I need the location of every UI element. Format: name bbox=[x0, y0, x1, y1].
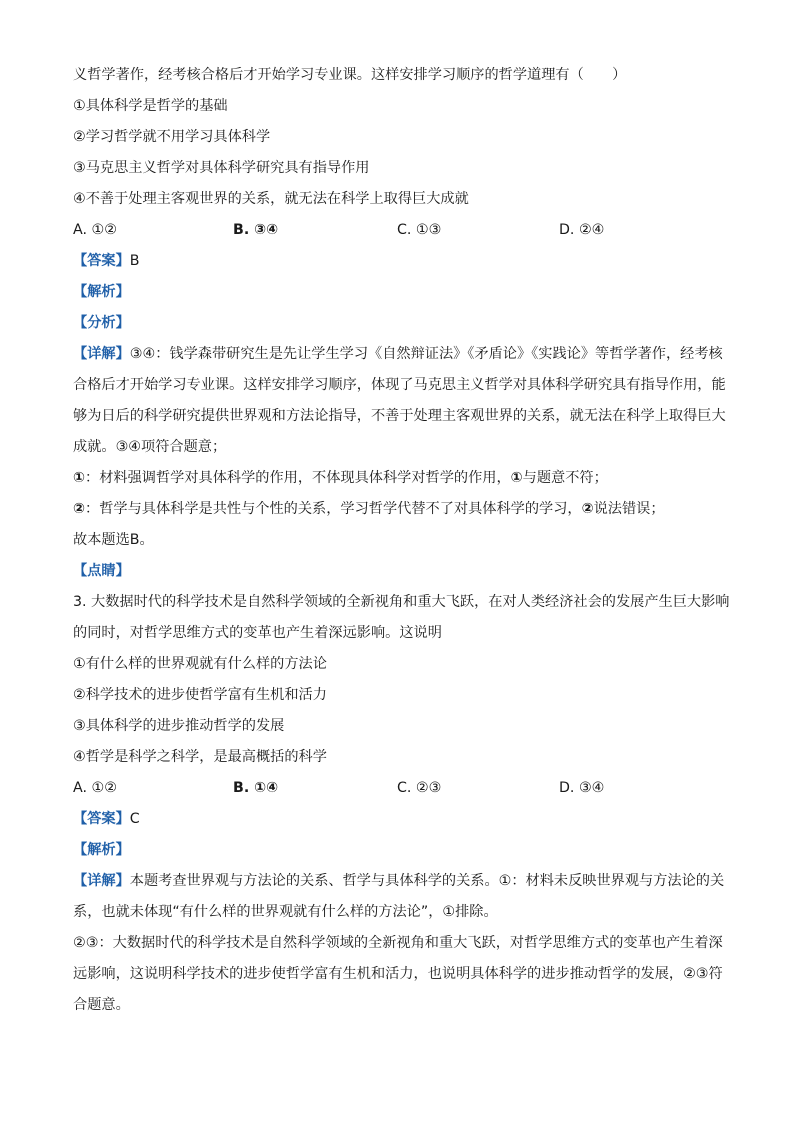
q3-option-c: C. ②③ bbox=[397, 780, 442, 796]
q3-detail-2: ②③：大数据时代的科学技术是自然科学领域的全新视角和重大飞跃，对哲学思维方式的变革也产生着深 远影响，这说明科学技术的进步使哲学富有生机和活力，也说明具体科学的进步推动哲学的发展，②③符 合题意。 bbox=[73, 935, 723, 1013]
answer-tag: 【答案】 bbox=[73, 253, 130, 269]
q3-item-4: ④哲学是科学之科学，是最高概括的科学 bbox=[73, 749, 327, 765]
q2-analysis-heading: 【解析】 bbox=[73, 284, 130, 300]
q2-conclusion: 故本题选B。 bbox=[73, 532, 154, 548]
q2-item-1: ①具体科学是哲学的基础 bbox=[73, 98, 228, 114]
q2-answer bbox=[73, 250, 723, 281]
q3-options bbox=[73, 777, 723, 808]
q2-options bbox=[73, 219, 723, 250]
detail-tag: 【详解】 bbox=[73, 346, 130, 362]
q2-item-4: ④不善于处理主客观世界的关系，就无法在科学上取得巨大成就 bbox=[73, 191, 469, 207]
q2-item-3: ③马克思主义哲学对具体科学研究具有指导作用 bbox=[73, 160, 370, 176]
q3-stem: 3. 大数据时代的科学技术是自然科学领域的全新视角和重大飞跃，在对人类经济社会的发展产生巨大影响 的同时，对哲学思维方式的变革也产生着深远影响。这说明 bbox=[73, 594, 730, 641]
q2-option-a: A. ①② bbox=[73, 222, 117, 238]
q3-option-d: D. ③④ bbox=[559, 780, 605, 796]
q2-note-1: ①：材料强调哲学对具体科学的作用，不体现具体科学对哲学的作用，①与题意不符； bbox=[73, 470, 608, 486]
q3-item-1: ①有什么样的世界观就有什么样的方法论 bbox=[73, 656, 327, 672]
document-content bbox=[73, 64, 730, 1025]
q3-analysis-heading: 【解析】 bbox=[73, 842, 130, 858]
q2-option-d: D. ②④ bbox=[559, 222, 605, 238]
q3-item-2: ②科学技术的进步使哲学富有生机和活力 bbox=[73, 687, 327, 703]
q2-option-c: C. ①③ bbox=[397, 222, 442, 238]
q2-dianjing-heading: 【点睛】 bbox=[73, 563, 130, 579]
q2-item-2: ②学习哲学就不用学习具体科学 bbox=[73, 129, 271, 145]
q3-detail: 【详解】本题考查世界观与方法论的关系、哲学与具体科学的关系。①：材料未反映世界观与方法论的关 系，也就未体现“有什么样的世界观就有什么样的方法论”，①排除。 bbox=[73, 873, 725, 920]
q3-item-3: ③具体科学的进步推动哲学的发展 bbox=[73, 718, 285, 734]
q3-answer: 【答案】C bbox=[73, 811, 140, 827]
q2-detail: 【详解】③④：钱学森带研究生是先让学生学习《自然辩证法》《矛盾论》《实践论》等哲学著作，经考核 合格后才开始学习专业课。这样安排学习顺序，体现了马克思主义哲学对具体科学研究具有指导作用，能 够为日后的科学研究提供世界观和方法论指导，不善于处理主客观世界的关系，就无法在科学上取得巨大 成就。③④项符合题意； bbox=[73, 346, 726, 455]
q3-option-b: B. ①④ bbox=[233, 780, 279, 796]
answer-value: B bbox=[129, 253, 140, 269]
q2-note-2: ②：哲学与具体科学是共性与个性的关系，学习哲学代替不了对具体科学的学习，②说法错误； bbox=[73, 501, 665, 517]
q2-option-b: B. ③④ bbox=[233, 222, 279, 238]
q3-option-a: A. ①② bbox=[73, 780, 117, 796]
q2-stem-end: 义哲学著作，经考核合格后才开始学习专业课。这样安排学习顺序的哲学道理有（ ） bbox=[73, 67, 627, 83]
q2-fenxi-heading: 【分析】 bbox=[73, 315, 130, 331]
